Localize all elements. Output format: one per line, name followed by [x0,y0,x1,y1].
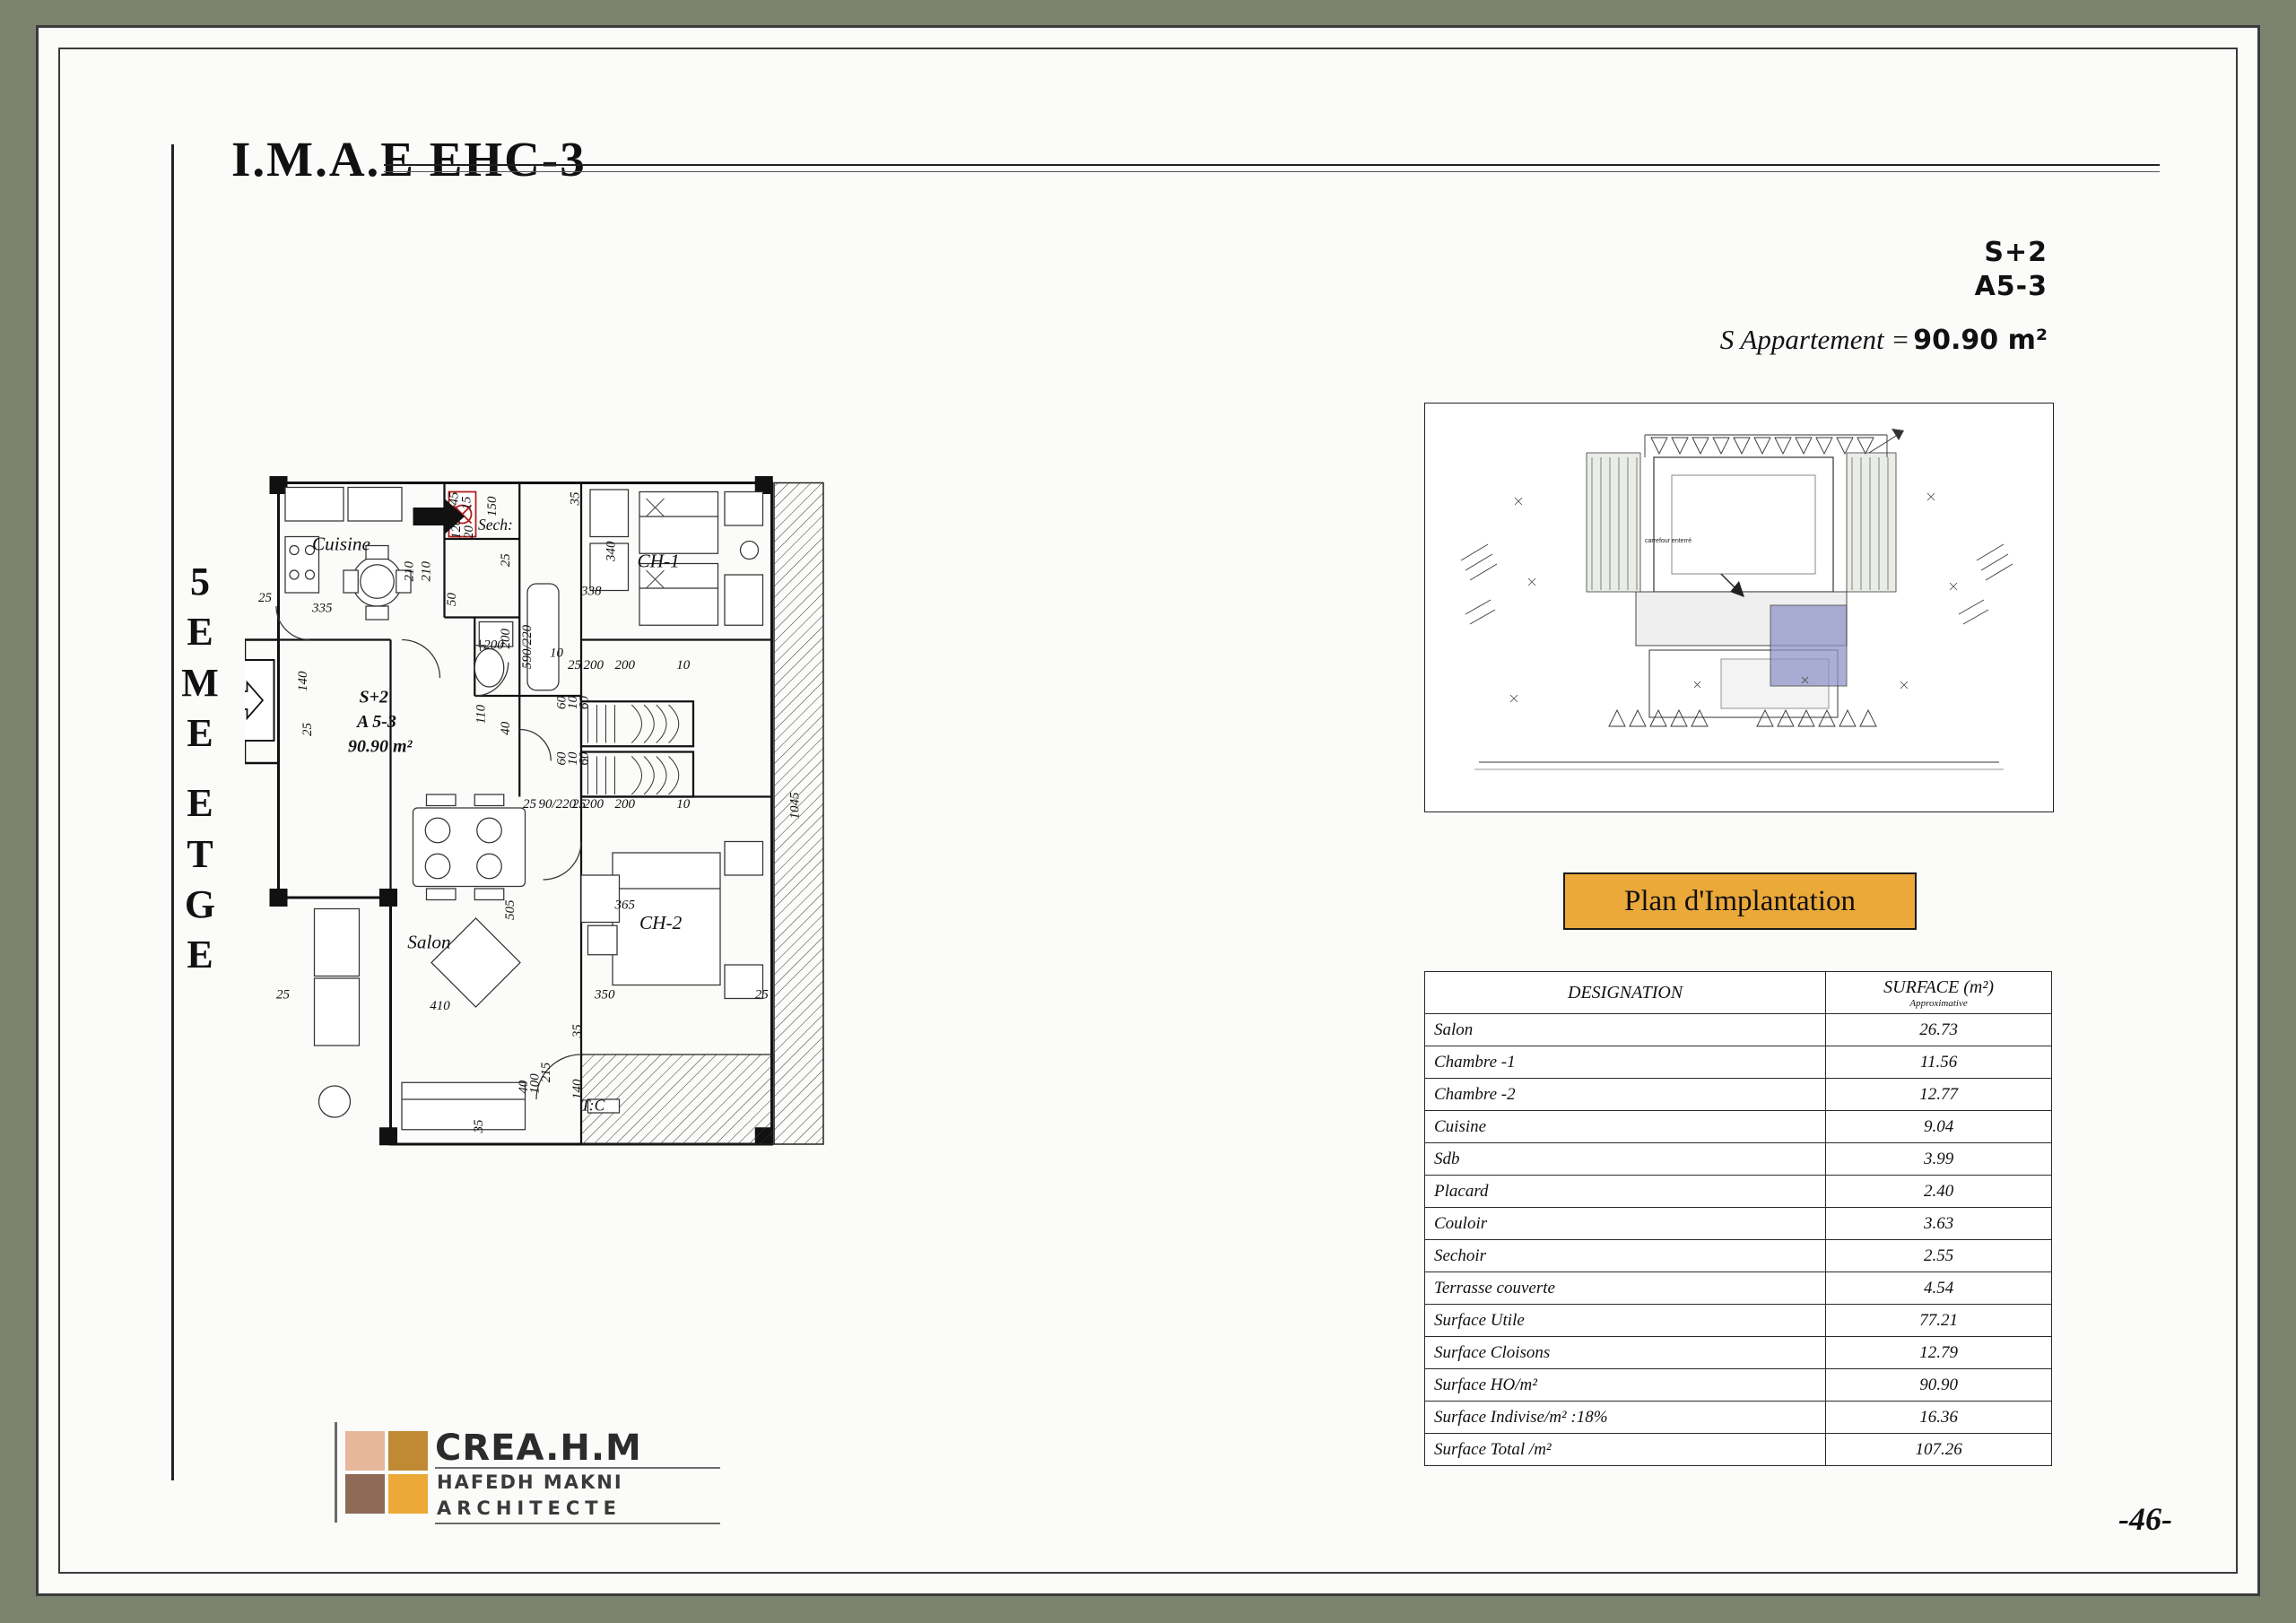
dimension: 340 [604,541,619,561]
cell-surface: 16.36 [1826,1402,2052,1434]
dimension: 60 [554,696,570,709]
dimension: 200 [583,797,604,812]
dimension: 200 [483,638,504,653]
room-label-sechoir: Sech: [478,516,513,534]
table-row [1425,1046,2052,1079]
implantation-drawing [1425,404,2053,812]
floor-label-char: E [187,710,213,755]
floor-plan-drawing [245,472,1142,1279]
dimension: 25 [499,553,513,568]
dimension: 25 [258,591,272,605]
cell-designation: Cuisine [1425,1111,1826,1143]
cell-surface: 107.26 [1826,1434,2052,1466]
room-label-ch2: CH-2 [639,912,683,933]
header-surface [1826,972,2052,1014]
dimension: 410 [430,999,450,1013]
dimension: 365 [614,898,635,913]
floor-plan-svg [245,472,1142,1279]
plan-stamp-surface: 90.90 m² [348,736,413,757]
site-note: carrefour enterré [1645,538,1692,544]
dimension: 10 [566,696,580,709]
table-row [1425,1434,2052,1466]
room-label-ch1: CH-1 [637,550,680,572]
cell-designation: Sdb [1425,1143,1826,1176]
cell-designation: Surface HO/m² [1425,1369,1826,1402]
table-row [1425,1111,2052,1143]
dimension: 338 [581,584,602,599]
dimension: 20 [461,525,476,539]
floor-label-char: T [187,831,213,876]
dimension: 35 [570,1024,585,1038]
room-label-salon: Salon [407,931,451,953]
architect-logo [335,1422,720,1539]
table-row [1425,1305,2052,1337]
dimension: 350 [595,987,615,1002]
dimension: 60 [577,696,592,709]
dimension: 1045 [787,792,803,820]
room-label-terrasse: T:C [581,1096,605,1115]
cell-surface: 77.21 [1826,1305,2052,1337]
page-number: -46- [2118,1501,2172,1537]
dimension: 45 [447,491,462,506]
cell-designation: Surface Indivise/m² :18% [1425,1402,1826,1434]
dimension: 25 [300,723,315,736]
cell-designation: Chambre -2 [1425,1079,1826,1111]
dimension: 110 [474,704,489,725]
implantation-plan-image [1424,403,2054,812]
logo-square-2 [388,1431,428,1471]
dimension: 200 [614,658,635,673]
table-header-row [1425,972,2052,1014]
dimension: 335 [312,601,333,616]
logo-rule-bottom [435,1523,720,1524]
cell-surface: 4.54 [1826,1272,2052,1305]
cell-surface: 12.77 [1826,1079,2052,1111]
cell-surface: 26.73 [1826,1014,2052,1046]
cell-surface: 12.79 [1826,1337,2052,1369]
floor-label-char: E [187,781,213,826]
cell-designation: Chambre -1 [1425,1046,1826,1079]
dimension: 25 [523,797,536,812]
cell-surface: 3.99 [1826,1143,2052,1176]
table-row [1425,1176,2052,1208]
dimension: 25 [572,797,586,812]
plan-implantation-badge[interactable] [1563,872,1917,930]
logo-bar [335,1422,337,1523]
table-row [1425,1272,2052,1305]
surface-table [1424,971,2052,1466]
table-row [1425,1337,2052,1369]
dimension: 215 [539,1062,553,1083]
table-row [1425,1240,2052,1272]
dimension: 15 [459,496,474,510]
dimension: 505 [503,899,517,920]
logo-architect-role: ARCHITECTE [437,1497,622,1519]
dimension: 10 [676,797,691,812]
table-row [1425,1014,2052,1046]
cell-surface: 90.90 [1826,1369,2052,1402]
floor-label-char: E [187,610,213,655]
dimension: 60 [554,751,570,766]
logo-square-4 [388,1474,428,1514]
floor-label-char: 5 [190,560,210,603]
dimension: 140 [295,671,310,691]
dimension: 210 [419,561,434,582]
header-surface-main: SURFACE (m²) [1883,976,1994,997]
dimension: 120 [449,518,464,539]
dimension: 50 [445,593,459,606]
plan-stamp-code: A 5-3 [357,712,396,732]
cell-designation: Sechoir [1425,1240,1826,1272]
table-row [1425,1369,2052,1402]
dimension: 40 [499,721,513,735]
dimension: 10 [550,646,563,661]
dimension: 200 [499,629,513,649]
apartment-surface-value: 90.90 m² [1913,325,2048,356]
dimension: 590/220 [519,624,535,669]
floor-label-char: E [187,933,213,977]
apartment-surface-label: S Appartement = [1719,324,1910,355]
dimension: 25 [276,987,290,1002]
dimension: 35 [472,1119,486,1133]
dimension: 60 [577,751,592,766]
logo-name: CREA.H.M [435,1428,642,1469]
table-row [1425,1143,2052,1176]
cell-designation: Surface Utile [1425,1305,1826,1337]
dimension: 25 [568,658,581,673]
table-row [1425,1402,2052,1434]
header-surface-sub: Approximative [1909,997,1968,1009]
dimension: 200 [583,658,604,673]
cell-surface: 2.40 [1826,1176,2052,1208]
logo-square-3 [345,1474,385,1514]
cell-designation: Salon [1425,1014,1826,1046]
cell-designation: Surface Total /m² [1425,1434,1826,1466]
cell-designation: Terrasse couverte [1425,1272,1826,1305]
title-rule [384,164,2160,166]
dimension: 10 [566,751,580,766]
header-designation: DESIGNATION [1425,972,1826,1014]
cell-designation: Couloir [1425,1208,1826,1240]
dimension: 150 [485,496,500,516]
cell-surface: 2.55 [1826,1240,2052,1272]
floor-label-char: M [181,660,219,705]
table-row [1425,1079,2052,1111]
dimension: 210 [402,561,417,582]
dimension: 35 [568,491,583,506]
cell-surface: 9.04 [1826,1111,2052,1143]
plan-stamp-type: S+2 [359,687,389,707]
room-label-cuisine: Cuisine [312,533,370,555]
cell-surface: 11.56 [1826,1046,2052,1079]
dimension: 90/220 [538,797,577,812]
floor-label-gap [164,759,236,778]
dimension: 200 [614,797,635,812]
cell-designation: Surface Cloisons [1425,1337,1826,1369]
dimension: 100 [527,1073,543,1094]
dimension: 25 [754,987,769,1002]
floor-label-char: G [184,881,216,926]
dimension: 140 [570,1079,585,1099]
cell-designation: Placard [1425,1176,1826,1208]
cell-surface: 3.63 [1826,1208,2052,1240]
apartment-code: A5-3 [1974,270,2048,302]
apartment-type: S+2 [1984,237,2048,268]
dimension: 10 [676,658,691,673]
page-title: I.M.A.E EHC-3 [231,132,587,187]
dimension: 40 [517,1080,531,1094]
logo-square-1 [345,1431,385,1471]
plan-implantation-label: Plan d'Implantation [1624,884,1856,917]
drawing-sheet [36,25,2260,1596]
apartment-header [1474,236,2048,303]
floor-label [164,557,236,981]
logo-architect-name: HAFEDH MAKNI [437,1471,623,1493]
apartment-surface [1474,324,2048,356]
title-rule-secondary [384,171,2160,172]
table-row [1425,1208,2052,1240]
